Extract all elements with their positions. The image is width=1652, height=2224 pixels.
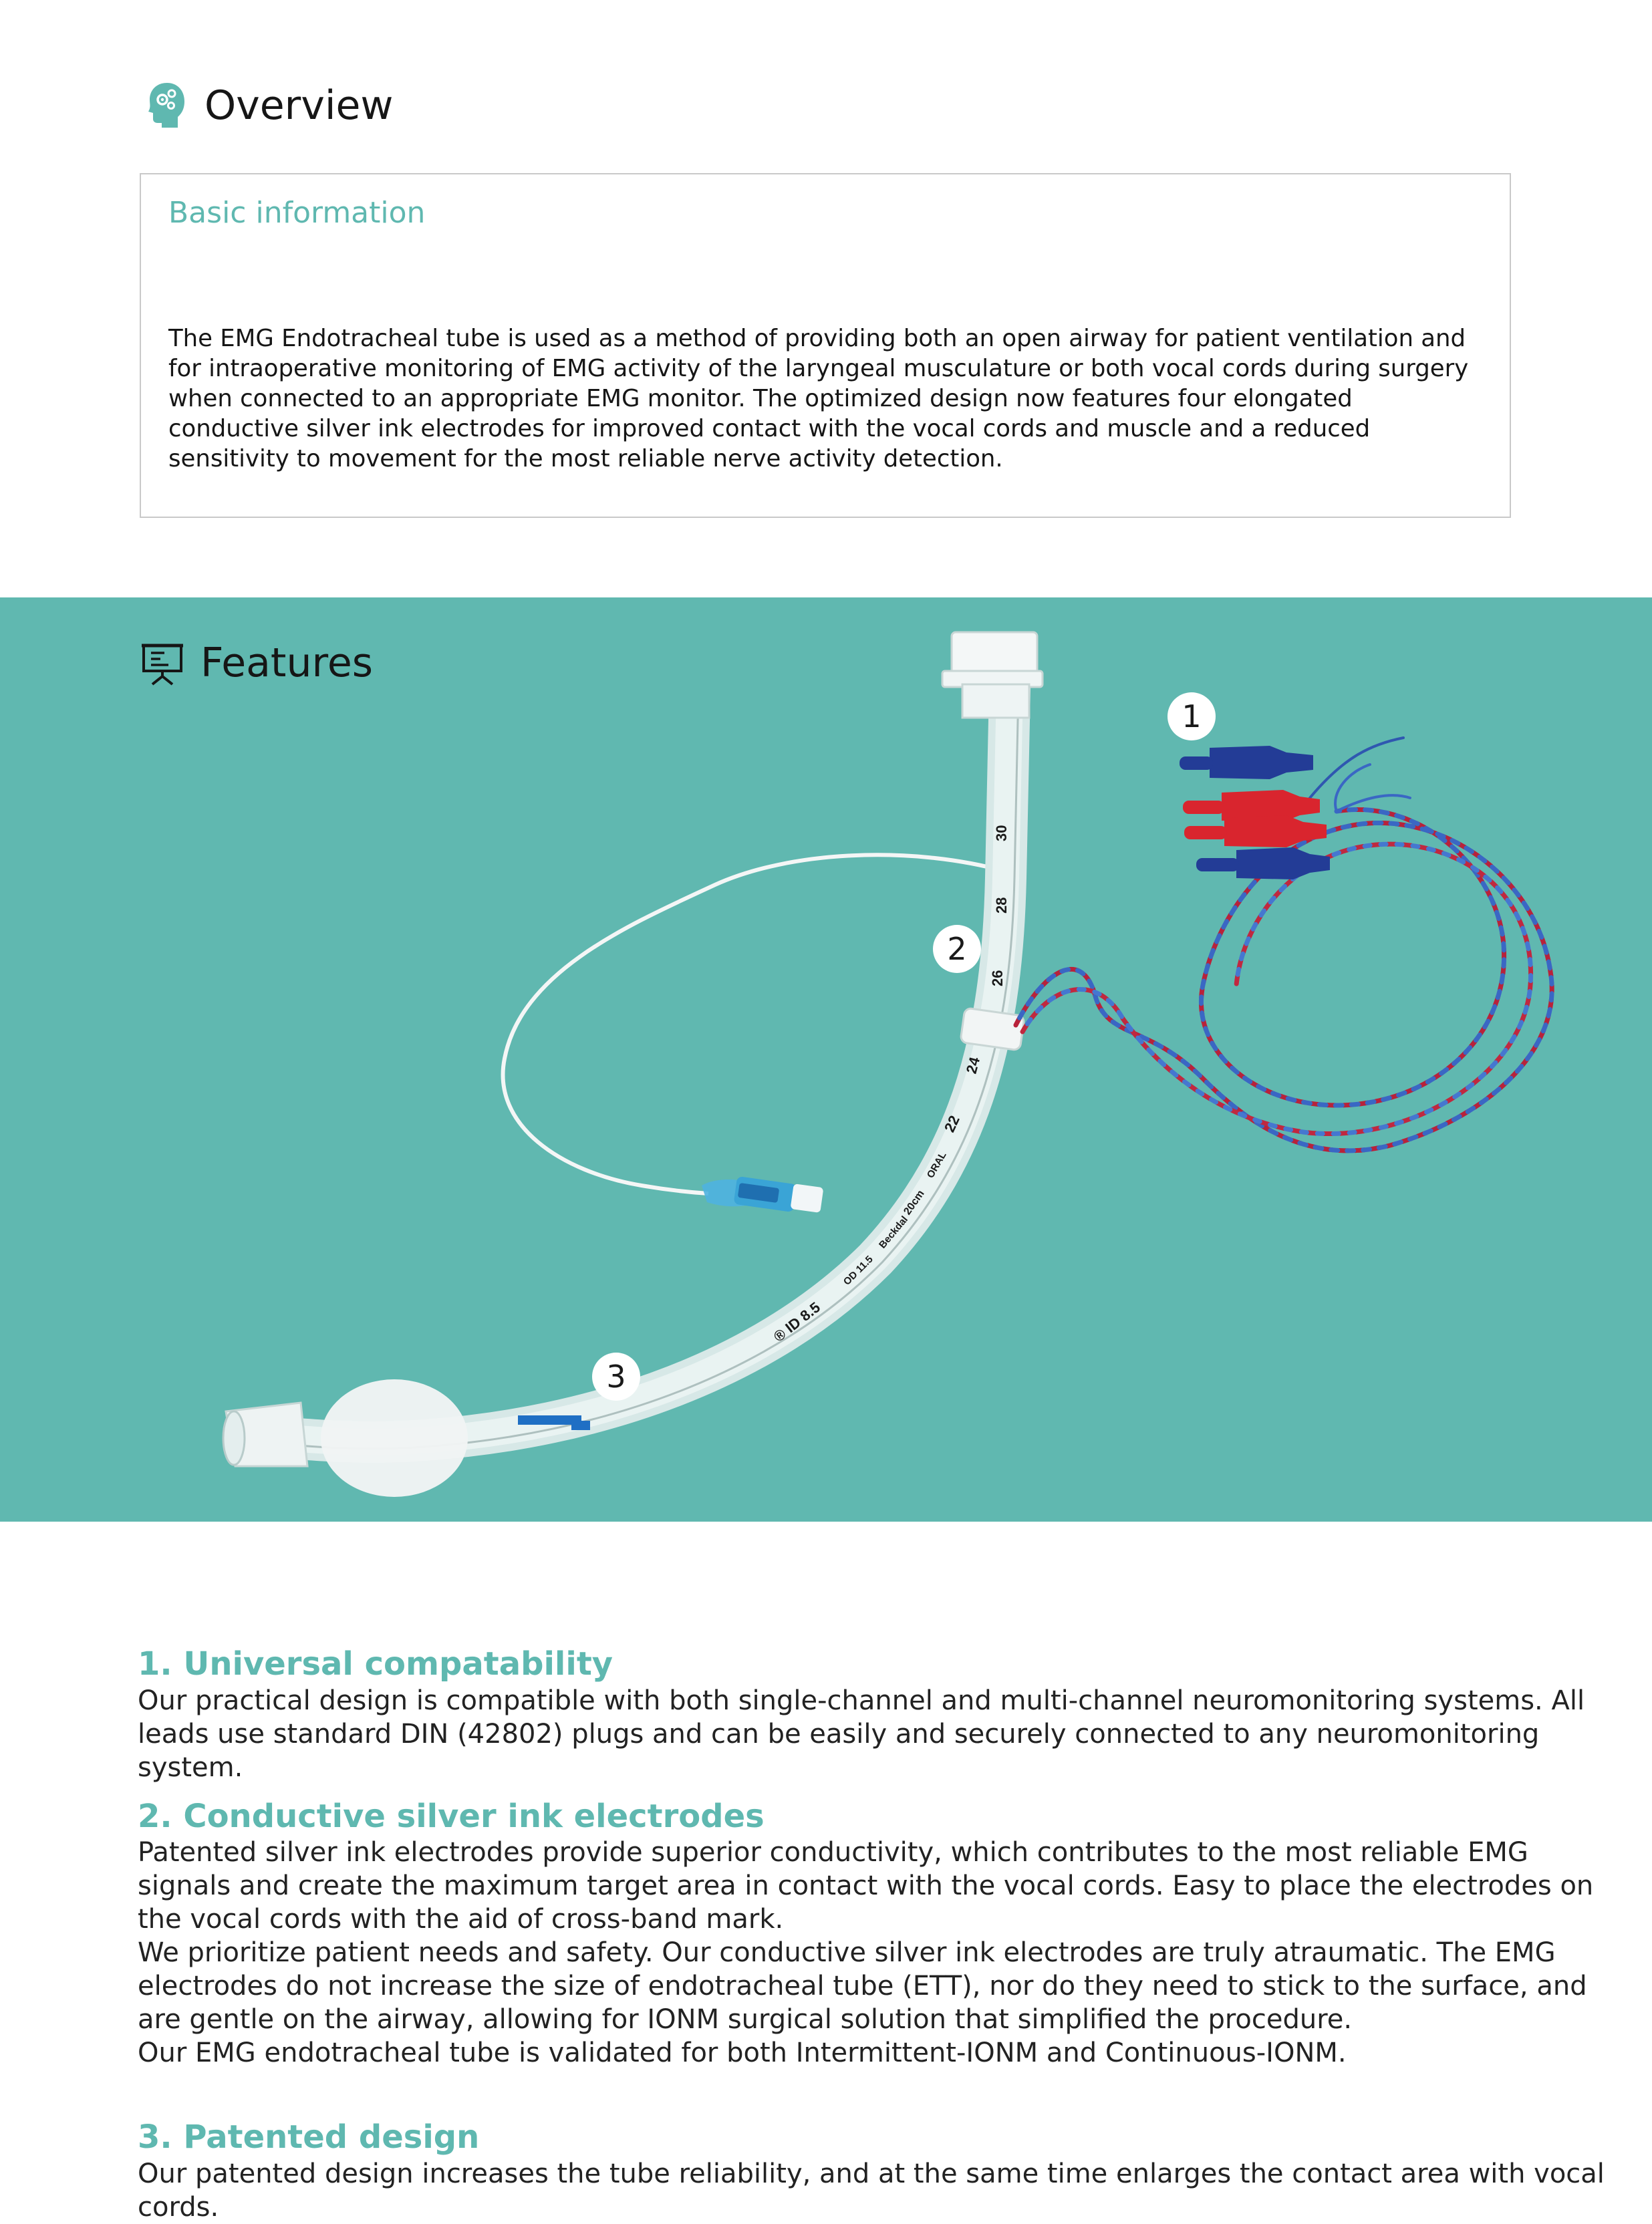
tube-print-od: OD 11.5 bbox=[841, 1253, 875, 1288]
features-title: Features bbox=[200, 640, 373, 686]
feature-1-text bbox=[138, 1684, 1608, 1784]
presentation-board-icon bbox=[142, 643, 183, 686]
feature-2-paragraph: Patented silver ink electrodes provide superior conductivity, which contributes to the most reliable EMG signals and create the maximum target area in contact with the vocal cords. Easy to place the electrodes on the vocal cords with the aid of cross-band mark. bbox=[138, 1837, 1594, 1935]
tube-scale-22: 22 bbox=[940, 1113, 963, 1135]
emg-endotracheal-tube-image bbox=[0, 597, 1652, 1522]
feature-1-title: 1. Universal compatability bbox=[138, 1645, 613, 1683]
overview-title: Overview bbox=[204, 82, 394, 129]
svg-text:1: 1 bbox=[1182, 698, 1202, 734]
din-plugs bbox=[1180, 746, 1330, 879]
tube-print-oral: ORAL bbox=[924, 1149, 949, 1180]
feature-2-paragraph: We prioritize patient needs and safety. Our conductive silver ink electrodes are truly atraumatic. The EMG electrodes do not increase the size of endotracheal tube (ETT), nor do they need to stick to the surface, and are gentle on the airway, allowing for IONM surgical solution that simplified the procedure. bbox=[138, 1937, 1587, 2035]
feature-2-paragraph: Our EMG endotracheal tube is validated for both Intermittent-IONM and Continuous-IONM. bbox=[138, 2038, 1347, 2068]
svg-text:3: 3 bbox=[606, 1359, 626, 1395]
feature-3-paragraph: Our patented design increases the tube reliability, and at the same time enlarges the contact area with vocal cords. bbox=[138, 2159, 1605, 2223]
tube-scale-30: 30 bbox=[993, 825, 1010, 841]
tube-print-brand: Beckdal bbox=[877, 1214, 911, 1251]
cuff-balloon bbox=[321, 1379, 468, 1497]
callout-3 bbox=[592, 1353, 640, 1401]
feature-3-title: 3. Patented design bbox=[138, 2118, 480, 2156]
head-gears-icon bbox=[147, 82, 186, 128]
basic-information-heading: Basic information bbox=[168, 196, 426, 230]
feature-1-paragraph: Our practical design is compatible with both single-channel and multi-channel neuromonitoring systems. All leads use standard DIN (42802) plugs and can be easily and securely connected to any neuromonitoring system. bbox=[138, 1685, 1585, 1783]
pilot-valve bbox=[702, 1176, 823, 1213]
tube-scale-24: 24 bbox=[962, 1055, 984, 1076]
callout-1 bbox=[1167, 692, 1216, 740]
callout-2 bbox=[933, 925, 981, 973]
feature-2-title: 2. Conductive silver ink electrodes bbox=[138, 1798, 765, 1835]
svg-text:2: 2 bbox=[947, 931, 967, 967]
tube-scale-28: 28 bbox=[993, 897, 1010, 914]
basic-information-text: The EMG Endotracheal tube is used as a method of providing both an open airway for patient ventilation and for intraoperative monitoring of EMG activity of the laryngeal musculature or both vocal cords during surgery when connected to an appropriate EMG monitor. The optimized design now features four elongated conductive silver ink electrodes for improved contact with the vocal cords and muscle and a reduced sensitivity to movement for the most reliable nerve activity detection. bbox=[168, 325, 1469, 472]
tube-connector bbox=[942, 632, 1043, 718]
tube-print-id: ® ID 8.5 bbox=[770, 1298, 823, 1345]
tube-print-depth: 20cm bbox=[902, 1188, 927, 1218]
features-section bbox=[0, 597, 1652, 1522]
feature-2-text bbox=[138, 1836, 1608, 2070]
tube-scale-26: 26 bbox=[989, 970, 1006, 986]
feature-3-text bbox=[138, 2157, 1608, 2224]
